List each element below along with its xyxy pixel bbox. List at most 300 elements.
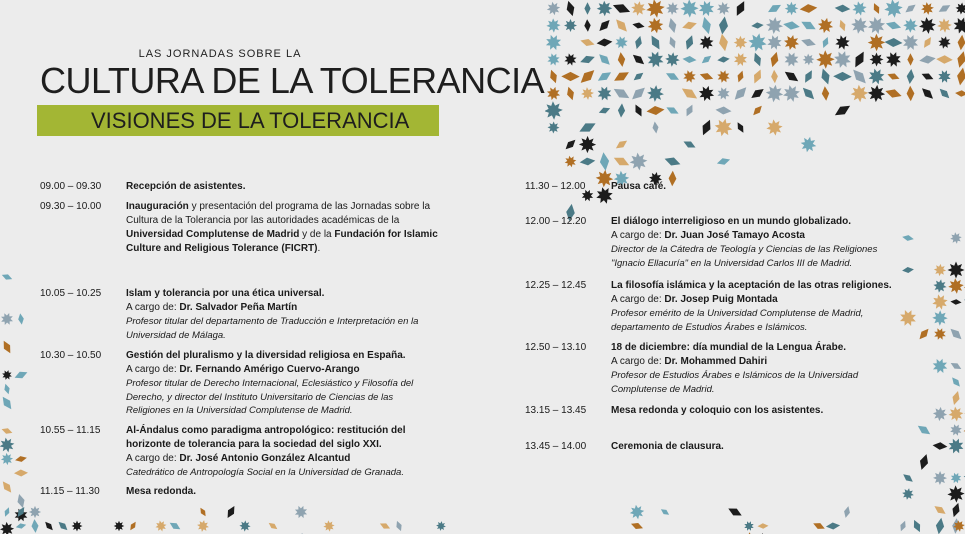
mosaic-tile — [665, 52, 680, 67]
item-description: Director de la Cátedra de Teología y Ciencias de las Religiones "Ignacio Ellacuría" en la Universidad Carlos III de Madrid. — [611, 244, 878, 269]
mosaic-tile — [616, 141, 627, 149]
mosaic-tile — [851, 85, 869, 103]
mosaic-tile — [884, 0, 902, 18]
schedule-item — [525, 215, 900, 270]
mosaic-tile — [45, 522, 53, 531]
item-speaker: A cargo de: Dr. Juan José Tamayo Acosta — [611, 230, 805, 241]
mosaic-tile — [920, 454, 928, 470]
mosaic-tile — [15, 372, 28, 378]
item-time: 10.30 – 10.50 — [40, 350, 102, 361]
mosaic-tile — [584, 2, 590, 14]
mosaic-tile — [715, 119, 733, 137]
mosaic-tile — [947, 485, 964, 502]
mosaic-tile — [933, 359, 948, 374]
mosaic-tile — [816, 50, 834, 68]
mosaic-tile — [851, 17, 868, 34]
item-time: 12.25 – 12.45 — [525, 280, 587, 291]
mosaic-tile — [822, 86, 829, 101]
mosaic-tile — [953, 391, 960, 405]
mosaic-tile — [699, 1, 714, 16]
mosaic-tile — [567, 1, 575, 16]
mosaic-tile — [934, 328, 946, 340]
mosaic-tile — [853, 70, 866, 84]
mosaic-tile — [2, 428, 13, 433]
mosaic-tile — [801, 137, 817, 153]
item-time: 09.30 – 10.00 — [40, 201, 102, 212]
mosaic-tile — [1, 313, 13, 325]
mosaic-tile — [598, 72, 611, 81]
mosaic-tile — [32, 519, 39, 533]
item-title: Al-Ándalus como paradigma antropológico: restitución del horizonte de tolerancia para la sociedad del siglo XXI. — [126, 424, 406, 450]
mosaic-tile — [766, 85, 783, 102]
mosaic-tile — [933, 471, 947, 485]
mosaic-tile — [684, 142, 696, 148]
item-title: Inauguración y presentación del programa de las Jornadas sobre la Cultura de la Tolerancia por las autoridades académicas de la Universidad Complutense de Madrid y de la Fundación for Islamic Culture and Religious Tolerance (FICRT). — [126, 201, 438, 254]
mosaic-tile — [396, 521, 401, 531]
schedule-item — [525, 404, 900, 418]
schedule-item — [40, 200, 440, 256]
mosaic-tile — [800, 4, 818, 13]
mosaic-tile — [728, 509, 741, 516]
mosaic-tile — [874, 3, 879, 14]
mosaic-tile — [834, 51, 851, 68]
mosaic-tile — [647, 106, 665, 115]
mosaic-tile — [905, 5, 915, 13]
item-title: 18 de diciembre: día mundial de la Lengua Árabe. — [611, 342, 847, 353]
mosaic-decoration-right — [900, 230, 965, 534]
item-description: Profesor de Estudios Árabes e Islámicos de la Universidad Complutense de Madrid. — [611, 370, 859, 395]
item-description: Profesor titular del departamento de Traducción e Interpretación en la Universidad de Málaga. — [126, 316, 419, 341]
schedule-item — [40, 485, 440, 499]
mosaic-tile — [545, 101, 563, 120]
mosaic-tile — [3, 397, 12, 409]
mosaic-tile — [2, 274, 12, 279]
mosaic-tile — [920, 329, 929, 339]
mosaic-tile — [922, 88, 933, 98]
mosaic-tile — [918, 426, 930, 435]
mosaic-tile — [717, 2, 730, 15]
mosaic-tile — [754, 70, 761, 84]
item-time: 10.55 – 11.15 — [40, 424, 101, 436]
mosaic-tile — [907, 53, 913, 66]
mosaic-tile — [805, 70, 812, 83]
mosaic-tile — [771, 52, 779, 67]
mosaic-tile — [636, 105, 642, 117]
mosaic-tile — [801, 22, 815, 30]
mosaic-tile — [4, 341, 11, 354]
mosaic-tile — [72, 521, 83, 532]
mosaic-tile — [683, 70, 695, 82]
mosaic-tile — [835, 5, 851, 13]
mosaic-tile — [902, 267, 914, 273]
mosaic-tile — [0, 438, 14, 453]
mosaic-tile — [885, 38, 903, 47]
mosaic-tile — [835, 106, 850, 115]
mosaic-tile — [735, 87, 747, 100]
mosaic-tile — [599, 20, 609, 31]
schedule-item — [40, 424, 440, 480]
mosaic-tile — [717, 56, 729, 62]
item-time: 11.30 – 12.00 — [525, 181, 586, 192]
item-speaker: A cargo de: Dr. Josep Puig Montada — [611, 294, 778, 305]
mosaic-tile — [200, 508, 205, 517]
mosaic-tile — [939, 5, 951, 12]
mosaic-tile — [565, 156, 577, 168]
mosaic-tile — [921, 2, 934, 15]
mosaic-tile — [924, 37, 931, 48]
mosaic-tile — [737, 1, 744, 16]
mosaic-tile — [632, 88, 645, 100]
mosaic-tile — [615, 36, 628, 49]
mosaic-tile — [900, 521, 905, 531]
mosaic-tile — [768, 5, 781, 12]
mosaic-tile — [719, 34, 728, 51]
mosaic-tile — [599, 54, 610, 65]
mosaic-tile — [702, 17, 711, 34]
item-title: Gestión del pluralismo y la diversidad religiosa en España. — [126, 350, 406, 361]
mosaic-tile — [653, 122, 659, 134]
schedule-left-column — [40, 180, 440, 499]
mosaic-tile — [852, 1, 866, 15]
item-time: 10.05 – 10.25 — [40, 288, 102, 299]
mosaic-tile — [948, 278, 963, 293]
mosaic-tile — [934, 264, 946, 276]
header-subtitle: LAS JORNADAS SOBRE LA — [138, 48, 302, 60]
mosaic-tile — [933, 279, 946, 292]
mosaic-tile — [738, 122, 744, 133]
mosaic-tile — [564, 53, 576, 65]
mosaic-tile — [835, 35, 849, 49]
mosaic-tile — [903, 35, 918, 50]
mosaic-tile — [547, 2, 560, 15]
mosaic-tile — [648, 18, 664, 34]
mosaic-tile — [753, 106, 762, 115]
mosaic-tile — [616, 19, 627, 31]
mosaic-tile — [940, 89, 950, 98]
mosaic-tile — [748, 33, 766, 51]
mosaic-tile — [785, 53, 799, 67]
mosaic-tile — [734, 36, 748, 50]
mosaic-tile — [956, 3, 965, 15]
mosaic-tile — [666, 2, 679, 15]
item-title: La filosofía islámica y la aceptación de las otras religiones. — [611, 280, 892, 291]
mosaic-tile — [844, 506, 850, 518]
mosaic-tile — [170, 523, 181, 529]
item-title: Mesa redonda. — [126, 486, 197, 497]
mosaic-tile — [632, 23, 644, 29]
mosaic-tile — [14, 470, 28, 477]
mosaic-tile — [59, 522, 68, 530]
mosaic-tile — [771, 70, 778, 84]
item-speaker: A cargo de: Dr. Fernando Amérigo Cuervo-Arango — [126, 364, 360, 375]
item-speaker: A cargo de: Dr. José Antonio González Alcantud — [126, 452, 351, 464]
mosaic-tile — [957, 68, 965, 86]
mosaic-tile — [886, 52, 901, 67]
mosaic-tile — [15, 456, 27, 462]
mosaic-tile — [719, 17, 728, 35]
mosaic-tile — [580, 158, 596, 166]
schedule-right-column — [525, 180, 900, 454]
mosaic-tile — [16, 523, 26, 528]
mosaic-tile — [951, 363, 962, 369]
mosaic-tile — [868, 17, 885, 34]
mosaic-tile — [699, 86, 714, 101]
mosaic-tile — [803, 88, 814, 100]
mosaic-tile — [564, 19, 577, 32]
mosaic-tile — [950, 232, 961, 243]
mosaic-tile — [936, 55, 953, 63]
mosaic-tile — [751, 89, 763, 98]
mosaic-tile — [717, 70, 729, 82]
mosaic-tile — [922, 74, 934, 80]
mosaic-tile — [380, 523, 390, 528]
item-speaker: A cargo de: Dr. Mohammed Dahiri — [611, 356, 768, 367]
mosaic-tile — [818, 18, 833, 33]
mosaic-tile — [954, 18, 965, 34]
mosaic-tile — [4, 384, 9, 395]
mosaic-tile — [580, 39, 594, 46]
item-title: Mesa redonda y coloquio con los asistentes. — [611, 405, 824, 416]
mosaic-tile — [932, 294, 947, 309]
mosaic-tile — [661, 509, 669, 515]
mosaic-tile — [938, 36, 950, 48]
mosaic-tile — [548, 122, 560, 134]
mosaic-tile — [2, 370, 12, 380]
mosaic-tile — [738, 71, 744, 83]
mosaic-tile — [953, 520, 965, 532]
item-title: El diálogo interreligioso en un mundo globalizado. — [611, 216, 852, 227]
mosaic-tile — [803, 54, 815, 66]
mosaic-tile — [652, 36, 660, 50]
mosaic-tile — [687, 105, 693, 117]
mosaic-tile — [546, 18, 560, 32]
mosaic-tile — [702, 56, 711, 63]
mosaic-tile — [547, 53, 559, 65]
mosaic-tile — [949, 407, 964, 422]
mosaic-tile — [436, 521, 446, 531]
mosaic-tile — [682, 22, 697, 29]
mosaic-tile — [647, 85, 664, 102]
mosaic-tile — [870, 53, 884, 67]
mosaic-tile — [754, 53, 761, 67]
mosaic-tile — [670, 37, 676, 49]
mosaic-tile — [633, 55, 644, 65]
mosaic-tile — [584, 19, 590, 32]
mosaic-tile — [579, 136, 596, 153]
mosaic-tile — [840, 20, 846, 31]
header-title: CULTURA DE LA TOLERANCIA — [40, 60, 545, 101]
schedule-item — [525, 279, 900, 334]
mosaic-tile — [156, 521, 167, 532]
mosaic-tile — [700, 36, 714, 50]
mosaic-tile — [902, 235, 914, 241]
mosaic-tile — [323, 520, 334, 531]
mosaic-tile — [784, 35, 799, 50]
mosaic-tile — [228, 506, 235, 518]
item-time: 11.15 – 11.30 — [40, 486, 100, 497]
mosaic-tile — [618, 52, 625, 67]
mosaic-tile — [547, 87, 560, 100]
mosaic-tile — [5, 507, 10, 516]
mosaic-tile — [885, 89, 901, 97]
mosaic-tile — [900, 310, 916, 326]
item-description: Catedrático de Antropología Social en la Universidad de Granada. — [126, 466, 404, 478]
mosaic-tile — [666, 107, 678, 113]
mosaic-tile — [933, 407, 947, 421]
item-title: Ceremonia de clausura. — [611, 441, 724, 452]
mosaic-tile — [630, 153, 648, 171]
mosaic-tile — [614, 72, 629, 80]
mosaic-tile — [599, 108, 610, 114]
mosaic-tile — [581, 87, 594, 100]
mosaic-tile — [703, 120, 711, 136]
mosaic-tile — [907, 86, 915, 102]
mosaic-tile — [579, 123, 595, 131]
mosaic-tile — [295, 506, 307, 518]
mosaic-tile — [888, 74, 900, 80]
schedule-item — [525, 180, 900, 194]
mosaic-tile — [957, 51, 965, 67]
mosaic-tile — [766, 17, 783, 34]
mosaic-tile — [581, 70, 595, 83]
mosaic-tile — [598, 87, 612, 101]
mosaic-tile — [868, 85, 885, 102]
mosaic-tile — [239, 520, 250, 531]
mosaic-tile — [869, 69, 885, 85]
mosaic-tile — [630, 505, 644, 519]
mosaic-tile — [18, 313, 24, 324]
schedule-item — [525, 440, 900, 454]
mosaic-tile — [631, 523, 643, 529]
mosaic-tile — [813, 523, 825, 529]
mosaic-tile — [665, 158, 681, 166]
item-time: 12.50 – 13.10 — [525, 342, 587, 353]
mosaic-tile — [919, 17, 936, 34]
mosaic-tile — [955, 90, 965, 96]
mosaic-tile — [114, 521, 125, 532]
mosaic-tile — [700, 73, 713, 80]
mosaic-tile — [580, 56, 595, 63]
mosaic-tile — [833, 72, 852, 81]
mosaic-decoration-bottom — [0, 505, 965, 534]
mosaic-tile — [783, 21, 800, 29]
mosaic-tile — [618, 103, 625, 117]
item-title: Islam y tolerancia por una ética universal. — [126, 288, 325, 299]
mosaic-tile — [613, 4, 630, 13]
mosaic-tile — [631, 1, 646, 16]
mosaic-tile — [948, 262, 965, 279]
schedule-item — [525, 341, 900, 396]
mosaic-tile — [823, 37, 829, 48]
mosaic-tile — [550, 70, 557, 83]
mosaic-tile — [648, 52, 664, 68]
mosaic-tile — [950, 424, 962, 436]
header — [40, 48, 545, 133]
mosaic-tile — [597, 1, 613, 17]
mosaic-tile — [932, 310, 947, 325]
mosaic-tile — [914, 520, 920, 532]
mosaic-tile — [855, 52, 863, 68]
mosaic-tile — [758, 523, 769, 528]
item-time: 13.15 – 13.45 — [525, 405, 587, 416]
mosaic-tile — [269, 523, 278, 529]
item-time: 09.00 – 09.30 — [40, 181, 102, 192]
mosaic-tile — [614, 158, 629, 166]
mosaic-tile — [130, 522, 135, 530]
item-time: 12.00 – 12.20 — [525, 216, 587, 227]
mosaic-tile — [600, 152, 609, 170]
mosaic-tile — [744, 521, 753, 530]
mosaic-tile — [646, 0, 664, 18]
schedule-item — [40, 287, 440, 342]
item-description: Profesor emérito de la Universidad Complutense de Madrid, departamento de Estudios Árabes e Islámicos. — [611, 308, 864, 333]
mosaic-tile — [635, 36, 642, 49]
mosaic-tile — [950, 299, 961, 305]
mosaic-tile — [886, 22, 901, 30]
mosaic-tile — [682, 89, 697, 99]
mosaic-tile — [938, 70, 950, 82]
mosaic-tile — [902, 488, 914, 500]
schedule-item — [40, 349, 440, 418]
mosaic-tile — [197, 520, 209, 532]
mosaic-tile — [937, 18, 952, 33]
mosaic-tile — [951, 329, 962, 340]
mosaic-tile — [546, 35, 561, 50]
mosaic-tile — [666, 73, 679, 80]
mosaic-tile — [826, 523, 840, 530]
mosaic-tile — [717, 87, 729, 99]
mosaic-tile — [561, 72, 579, 81]
mosaic-tile — [566, 140, 576, 149]
mosaic-tile — [18, 507, 25, 517]
mosaic-tile — [951, 473, 961, 483]
mosaic-tile — [767, 35, 781, 49]
mosaic-tile — [3, 481, 11, 492]
mosaic-tile — [766, 119, 782, 135]
mosaic-tile — [717, 158, 730, 165]
mosaic-tile — [614, 89, 630, 98]
item-speaker: A cargo de: Dr. Salvador Peña Martín — [126, 302, 298, 313]
mosaic-tile — [567, 87, 574, 101]
item-title: Pausa café. — [611, 181, 667, 192]
mosaic-tile — [903, 18, 918, 33]
mosaic-tile — [686, 35, 693, 50]
mosaic-tile — [958, 35, 965, 50]
mosaic-tile — [919, 55, 935, 63]
mosaic-tile — [822, 69, 830, 85]
mosaic-tile — [29, 506, 41, 518]
mosaic-tile — [801, 39, 816, 46]
item-time: 13.45 – 14.00 — [525, 441, 587, 452]
mosaic-tile — [597, 39, 613, 47]
mosaic-tile — [669, 18, 677, 33]
mosaic-tile — [785, 72, 798, 81]
mosaic-tile — [1, 453, 13, 465]
schedule-item — [40, 180, 440, 194]
mosaic-tile — [785, 2, 799, 16]
mosaic-tile — [680, 0, 698, 18]
mosaic-tile — [907, 69, 915, 84]
mosaic-tile — [751, 22, 763, 28]
mosaic-decoration-left — [0, 270, 40, 534]
mosaic-tile — [868, 34, 886, 52]
mosaic-tile — [734, 53, 747, 66]
mosaic-tile — [933, 442, 948, 449]
mosaic-tile — [903, 474, 913, 481]
mosaic-tile — [949, 439, 964, 454]
mosaic-tile — [952, 377, 960, 386]
mosaic-tile — [683, 56, 697, 63]
